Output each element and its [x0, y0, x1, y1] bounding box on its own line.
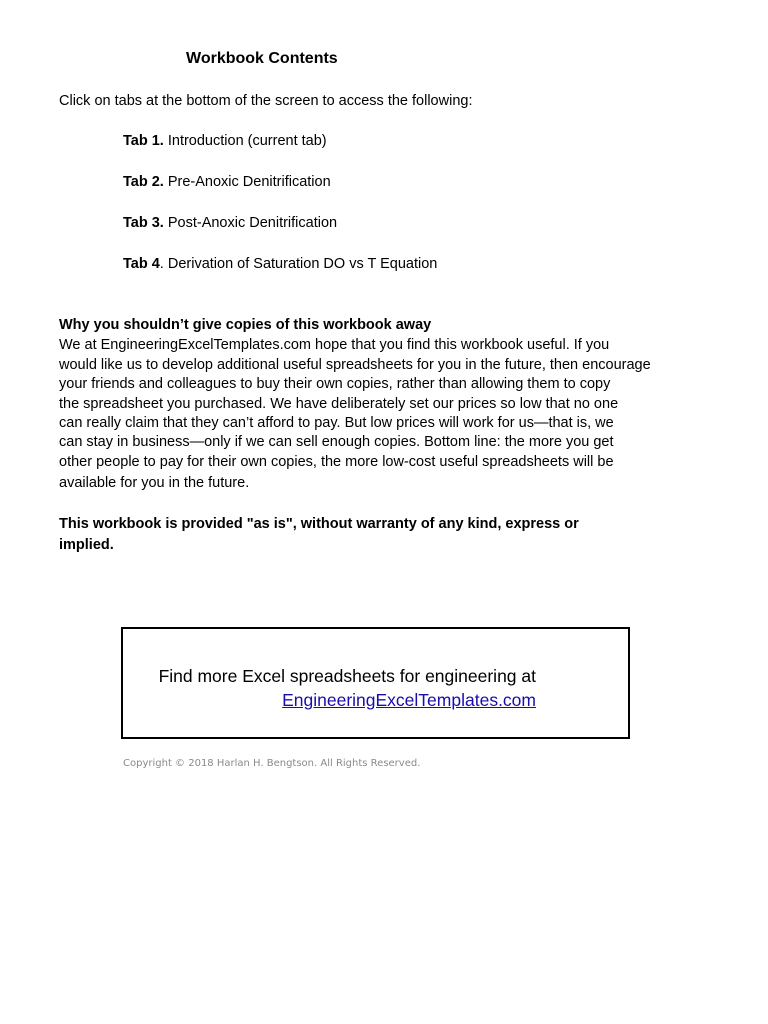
promo-box — [121, 627, 630, 739]
website-link[interactable]: EngineeringExcelTemplates.com — [282, 690, 536, 710]
tab-list-item-3 — [123, 215, 337, 231]
paragraph-line: your friends and colleagues to buy their own copies, rather than allowing them to copy — [59, 376, 611, 392]
tab-description: Introduction (current tab) — [163, 133, 327, 149]
paragraph-line: can stay in business—only if we can sell enough copies. Bottom line: the more you get — [59, 434, 614, 450]
tab-list-item-1 — [123, 133, 327, 149]
tab-description: Post-Anoxic Denitrification — [163, 215, 338, 231]
paragraph-line: We at EngineeringExcelTemplates.com hope that you find this workbook useful. If you — [59, 337, 610, 353]
warranty-line: This workbook is provided "as is", without warranty of any kind, express or — [59, 516, 579, 532]
intro-text: Click on tabs at the bottom of the screen to access the following: — [59, 93, 473, 109]
warranty-line: implied. — [59, 537, 114, 553]
warranty-notice — [59, 514, 579, 556]
tab-label: Tab 3. — [123, 215, 164, 231]
paragraph-line: would like us to develop additional useful spreadsheets for you in the future, then encourage — [59, 357, 651, 373]
tab-description: . Derivation of Saturation DO vs T Equation — [159, 256, 438, 272]
section-heading: Why you shouldn’t give copies of this workbook away — [59, 317, 432, 333]
paragraph-line: can really claim that they can’t afford to pay. But low prices will work for us—that is, we — [59, 415, 614, 431]
tab-label: Tab 2. — [123, 174, 164, 190]
tab-description: Pre-Anoxic Denitrification — [163, 174, 331, 190]
tab-list-item-2 — [123, 174, 331, 190]
tab-label: Tab 4 — [123, 256, 160, 272]
tab-label: Tab 1. — [123, 133, 164, 149]
paragraph-line: available for you in the future. — [59, 475, 250, 491]
paragraph-line: other people to pay for their own copies, the more low-cost useful spreadsheets will be — [59, 454, 614, 470]
copyright-notice: Copyright © 2018 Harlan H. Bengtson. All Rights Reserved. — [123, 758, 421, 769]
tab-list-item-4 — [123, 256, 437, 272]
promo-text: Find more Excel spreadsheets for engineering at — [158, 666, 536, 686]
paragraph-line: the spreadsheet you purchased. We have deliberately set our prices so low that no one — [59, 396, 619, 412]
promo-text-block — [159, 664, 536, 712]
page-title: Workbook Contents — [186, 50, 338, 67]
